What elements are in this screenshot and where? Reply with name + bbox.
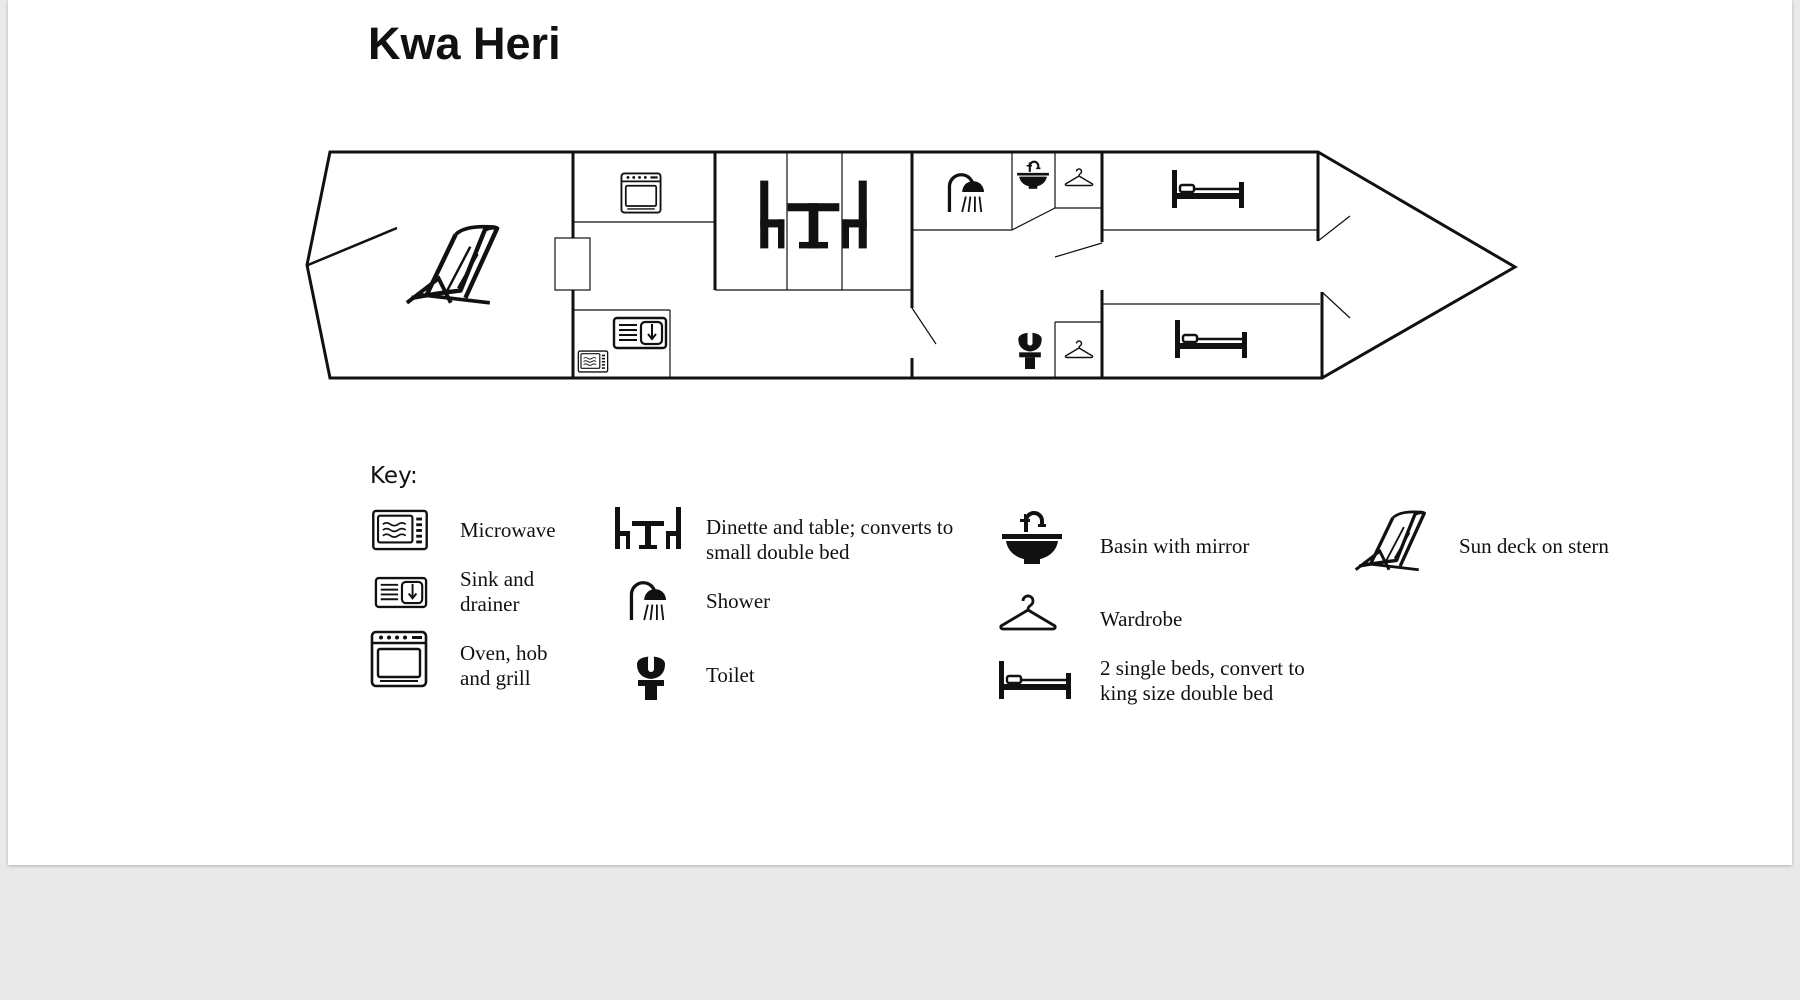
basin-icon bbox=[1017, 162, 1049, 189]
wardrobe-icon bbox=[1065, 341, 1092, 358]
legend-item-wardrobe: Wardrobe bbox=[1100, 607, 1183, 631]
legend-title: Key: bbox=[370, 463, 418, 489]
toilet-icon bbox=[1018, 332, 1041, 370]
page-title: Kwa Heri bbox=[368, 18, 561, 69]
bed-icon bbox=[1175, 320, 1247, 358]
basin-icon bbox=[1002, 513, 1062, 564]
shower-icon bbox=[631, 583, 666, 620]
legend-item-sink-drainer: Sink and drainer bbox=[460, 567, 535, 616]
dinette-table-icon bbox=[760, 181, 867, 249]
legend-item-oven: Oven, hob and grill bbox=[460, 641, 548, 690]
legend-item-shower: Shower bbox=[706, 589, 771, 613]
deck-chair-icon bbox=[1356, 512, 1425, 570]
oven-icon bbox=[372, 632, 426, 686]
toilet-icon bbox=[637, 655, 665, 700]
legend-item-sun-deck: Sun deck on stern bbox=[1459, 534, 1609, 558]
microwave-icon bbox=[373, 511, 426, 549]
wardrobe-icon bbox=[1001, 596, 1055, 629]
bed-icon bbox=[999, 661, 1071, 699]
legend-item-basin: Basin with mirror bbox=[1100, 534, 1250, 558]
sink-drainer-icon bbox=[376, 578, 426, 607]
sink-drainer-icon bbox=[614, 318, 666, 348]
shower-icon bbox=[949, 175, 984, 212]
bed-icon bbox=[1172, 170, 1244, 208]
legend-item-toilet: Toilet bbox=[706, 663, 755, 687]
microwave-icon bbox=[578, 351, 607, 372]
legend-item-dinette: Dinette and table; converts to small double bed bbox=[706, 515, 954, 564]
oven-icon bbox=[621, 173, 660, 212]
legend-item-microwave: Microwave bbox=[460, 518, 556, 542]
deck-chair-icon bbox=[407, 227, 497, 303]
dinette-table-icon bbox=[615, 507, 681, 549]
legend-item-beds: 2 single beds, convert to king size double bed bbox=[1100, 656, 1305, 705]
wardrobe-icon bbox=[1065, 169, 1092, 186]
